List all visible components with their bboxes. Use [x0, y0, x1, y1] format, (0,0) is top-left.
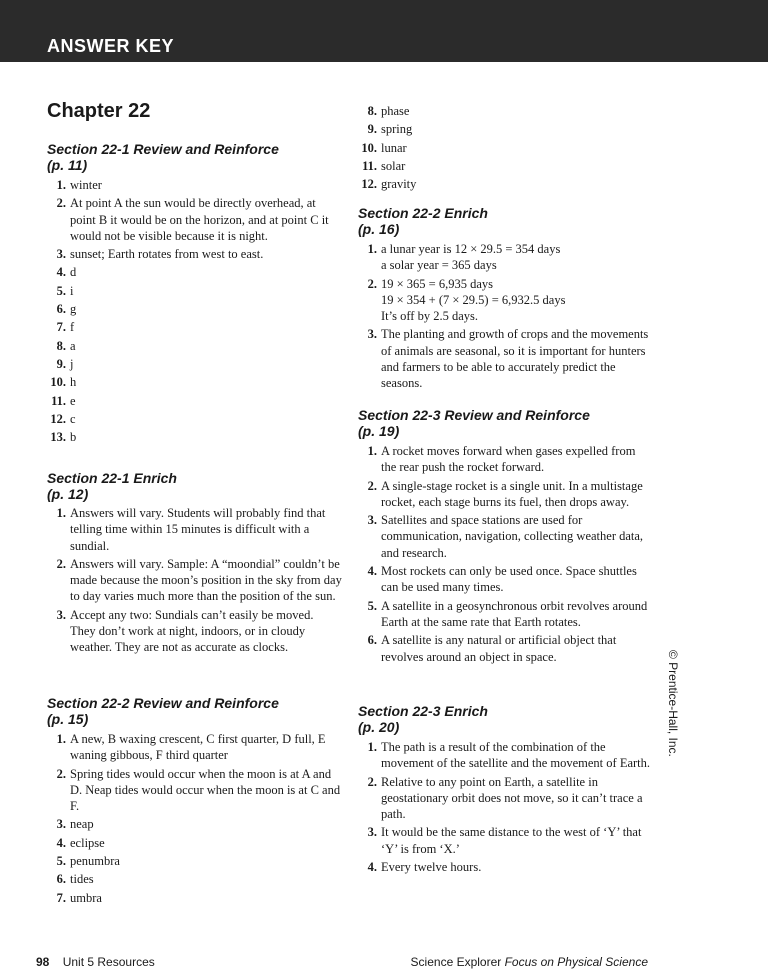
answer-number: 7. — [56, 320, 66, 335]
answer-item — [358, 824, 653, 857]
answer-number: 2. — [56, 766, 66, 781]
answer-text: tides — [70, 872, 94, 887]
answer-number: 4. — [56, 265, 66, 280]
answer-text: d — [70, 265, 77, 280]
answer-number: 8. — [56, 338, 66, 353]
answer-item — [47, 283, 342, 299]
section-page: (p. 20) — [358, 719, 400, 735]
answer-text: Spring tides would occur when the moon is at A and D. Neap tides would occur when the moon is at C and F. — [70, 766, 341, 814]
section-heading — [358, 703, 653, 735]
answer-number: 12. — [50, 411, 66, 426]
answer-text: b — [70, 430, 77, 445]
answer-number: 2. — [367, 478, 377, 493]
answer-text: Relative to any point on Earth, a satellite in geostationary orbit does not move, so it can’t trace a path. — [381, 774, 643, 822]
answer-text: j — [70, 356, 74, 371]
answer-number: 6. — [56, 302, 66, 317]
answer-text: c — [70, 411, 76, 426]
footer-series: Science Explorer — [410, 955, 505, 969]
section-heading — [358, 407, 653, 439]
answer-number: 4. — [367, 860, 377, 875]
answer-number: 10. — [50, 375, 66, 390]
answer-number: 4. — [56, 835, 66, 850]
footer-unit: Unit 5 Resources — [62, 955, 155, 969]
answer-number: 11. — [362, 158, 377, 173]
answer-item — [47, 505, 342, 554]
answer-number: 9. — [56, 356, 66, 371]
answer-item — [47, 393, 342, 409]
footer-right — [411, 955, 648, 969]
answer-text: eclipse — [70, 835, 105, 850]
answer-number: 2. — [56, 556, 66, 571]
answer-item — [47, 853, 342, 869]
answer-text: Satellites and space stations are used for communication, navigation, collecting weather data, and research. — [381, 513, 644, 560]
answer-item — [358, 512, 653, 561]
answer-number: 5. — [367, 598, 377, 613]
answer-item — [47, 731, 342, 764]
answer-text: 19 × 365 = 6,935 days — [381, 276, 494, 291]
answer-item — [358, 443, 653, 476]
answer-item — [47, 816, 342, 832]
answer-text: spring — [381, 122, 413, 137]
answer-item — [358, 176, 653, 192]
answer-item — [47, 607, 342, 656]
answer-item — [358, 563, 653, 596]
answer-list — [47, 505, 342, 658]
page-number: 98 — [36, 955, 50, 969]
answer-text: Most rockets can only be used once. Space shuttles can be used many times. — [381, 564, 637, 595]
answer-text: h — [70, 375, 77, 390]
answer-text: neap — [70, 817, 94, 832]
section-title: Section 22-2 Enrich — [358, 205, 488, 221]
answer-number: 5. — [56, 283, 66, 298]
answer-text: A satellite is any natural or artificial object that revolves around an object in space. — [381, 633, 617, 664]
answer-item — [47, 264, 342, 280]
answer-item — [358, 478, 653, 511]
answer-text: Accept any two: Sundials can’t easily be moved. They don’t work at night, indoors, or in cloudy weather. They are not as accurate as clocks. — [70, 607, 314, 655]
answer-number: 2. — [367, 276, 377, 291]
answer-number: 3. — [367, 513, 377, 528]
answer-number: 9. — [367, 122, 377, 137]
answer-item — [358, 140, 653, 156]
section-title: Section 22-1 Enrich — [47, 470, 177, 486]
answer-item — [47, 338, 342, 354]
answer-text: phase — [381, 104, 410, 118]
answer-item — [358, 326, 653, 391]
answer-item — [358, 103, 653, 119]
answer-text: umbra — [70, 890, 102, 905]
answer-item — [47, 766, 342, 815]
answer-number: 13. — [50, 430, 66, 445]
section-heading — [47, 141, 342, 173]
section-page: (p. 12) — [47, 486, 89, 502]
answer-text: At point A the sun would be directly overhead, at point B it would be on the horizon, and at point C it would not be visible because it is night. — [70, 196, 329, 243]
answer-number: 6. — [367, 633, 377, 648]
answer-item — [358, 158, 653, 174]
answer-text: e — [70, 393, 76, 408]
answer-item — [358, 774, 653, 823]
answer-text: It would be the same distance to the west of ‘Y’ that ‘Y’ is from ‘X.’ — [381, 825, 642, 856]
answer-text: 19 × 354 + (7 × 29.5) = 6,932.5 days — [381, 292, 566, 307]
answer-item — [47, 356, 342, 372]
answer-list — [47, 731, 342, 908]
answer-text: winter — [70, 178, 102, 192]
answer-number: 5. — [56, 854, 66, 869]
answer-item — [47, 374, 342, 390]
section-heading — [47, 470, 342, 502]
answer-item — [358, 121, 653, 137]
answer-list — [358, 443, 653, 667]
answer-item — [358, 598, 653, 631]
answer-item — [47, 556, 342, 605]
section-title: Section 22-1 Review and Reinforce — [47, 141, 279, 157]
answer-list — [358, 103, 653, 194]
answer-text: A satellite in a geosynchronous orbit revolves around Earth at the same rate that Earth rotates. — [381, 598, 648, 629]
copyright-credit: © Prentice-Hall, Inc. — [666, 650, 680, 757]
section-page: (p. 11) — [47, 157, 88, 173]
answer-list — [47, 177, 342, 447]
section-page: (p. 15) — [47, 711, 89, 727]
chapter-title: Chapter 22 — [47, 100, 151, 122]
section-heading — [358, 205, 653, 237]
section-page: (p. 16) — [358, 221, 400, 237]
answer-text: sunset; Earth rotates from west to east. — [70, 247, 264, 262]
answer-number: 11. — [51, 393, 66, 408]
header-title: ANSWER KEY — [47, 36, 175, 56]
answer-text: The planting and growth of crops and the movements of animals are seasonal, so it is important for hunters and farmers to be able to accurately predict the seasons. — [381, 327, 649, 391]
answer-text: A new, B waxing crescent, C first quarter, D full, E waning gibbous, F third quarter — [70, 732, 326, 763]
section-title: Section 22-3 Review and Reinforce — [358, 407, 590, 423]
answer-number: 8. — [367, 104, 377, 118]
answer-text: It’s off by 2.5 days. — [381, 309, 478, 324]
answer-number: 3. — [367, 825, 377, 840]
answer-text: f — [70, 320, 75, 335]
answer-item — [47, 301, 342, 317]
answer-number: 2. — [367, 774, 377, 789]
answer-item — [47, 246, 342, 262]
answer-item — [358, 632, 653, 665]
answer-number: 3. — [56, 607, 66, 622]
answer-text: a lunar year is 12 × 29.5 = 354 days — [381, 242, 561, 256]
answer-text: A rocket moves forward when gases expelled from the rear push the rocket forward. — [381, 444, 636, 475]
answer-text: a — [70, 338, 76, 353]
answer-number: 1. — [56, 178, 66, 192]
answer-list — [358, 739, 653, 877]
answer-number: 3. — [56, 247, 66, 262]
footer-left — [36, 955, 155, 969]
answer-item — [358, 739, 653, 772]
answer-number: 3. — [56, 817, 66, 832]
answer-number: 1. — [367, 242, 377, 256]
answer-number: 2. — [56, 196, 66, 211]
answer-text: Answers will vary. Sample: A “moondial” couldn’t be made because the moon’s position in the sky from day to day varies much more than the position of the sun. — [70, 556, 342, 604]
footer-book-title: Focus on Physical Science — [504, 955, 648, 969]
answer-text: a solar year = 365 days — [381, 258, 497, 273]
answer-text: Answers will vary. Students will probably find that telling time within 15 minutes is difficult with a sundial. — [70, 506, 326, 553]
answer-text: gravity — [381, 177, 417, 192]
answer-number: 1. — [56, 506, 66, 520]
answer-item — [47, 319, 342, 335]
answer-number: 7. — [56, 890, 66, 905]
answer-item — [47, 195, 342, 244]
answer-number: 10. — [361, 140, 377, 155]
answer-item — [47, 411, 342, 427]
answer-number: 1. — [367, 444, 377, 458]
answer-text: The path is a result of the combination of the movement of the satellite and the movement of Earth. — [381, 740, 651, 771]
header-bar — [0, 0, 768, 62]
answer-text: Every twelve hours. — [381, 860, 482, 875]
section-heading — [47, 695, 342, 727]
section-page: (p. 19) — [358, 423, 400, 439]
answer-text: lunar — [381, 140, 407, 155]
answer-number: 6. — [56, 872, 66, 887]
answer-item — [47, 890, 342, 906]
section-title: Section 22-2 Review and Reinforce — [47, 695, 279, 711]
answer-item — [358, 241, 653, 274]
answer-number: 3. — [367, 327, 377, 342]
answer-item — [358, 276, 653, 325]
answer-number: 12. — [361, 177, 377, 192]
answer-item — [47, 429, 342, 445]
answer-list — [358, 241, 653, 394]
answer-text: i — [70, 283, 74, 298]
answer-text: A single-stage rocket is a single unit. In a multistage rocket, each stage burns its fuel, then drops away. — [381, 478, 643, 509]
section-title: Section 22-3 Enrich — [358, 703, 488, 719]
answer-item — [47, 177, 342, 193]
answer-item — [358, 859, 653, 875]
answer-text: g — [70, 302, 77, 317]
answer-text: solar — [381, 158, 406, 173]
answer-number: 4. — [367, 564, 377, 579]
answer-number: 1. — [56, 732, 66, 746]
answer-item — [47, 871, 342, 887]
answer-text: penumbra — [70, 854, 120, 869]
answer-number: 1. — [367, 740, 377, 754]
answer-item — [47, 835, 342, 851]
